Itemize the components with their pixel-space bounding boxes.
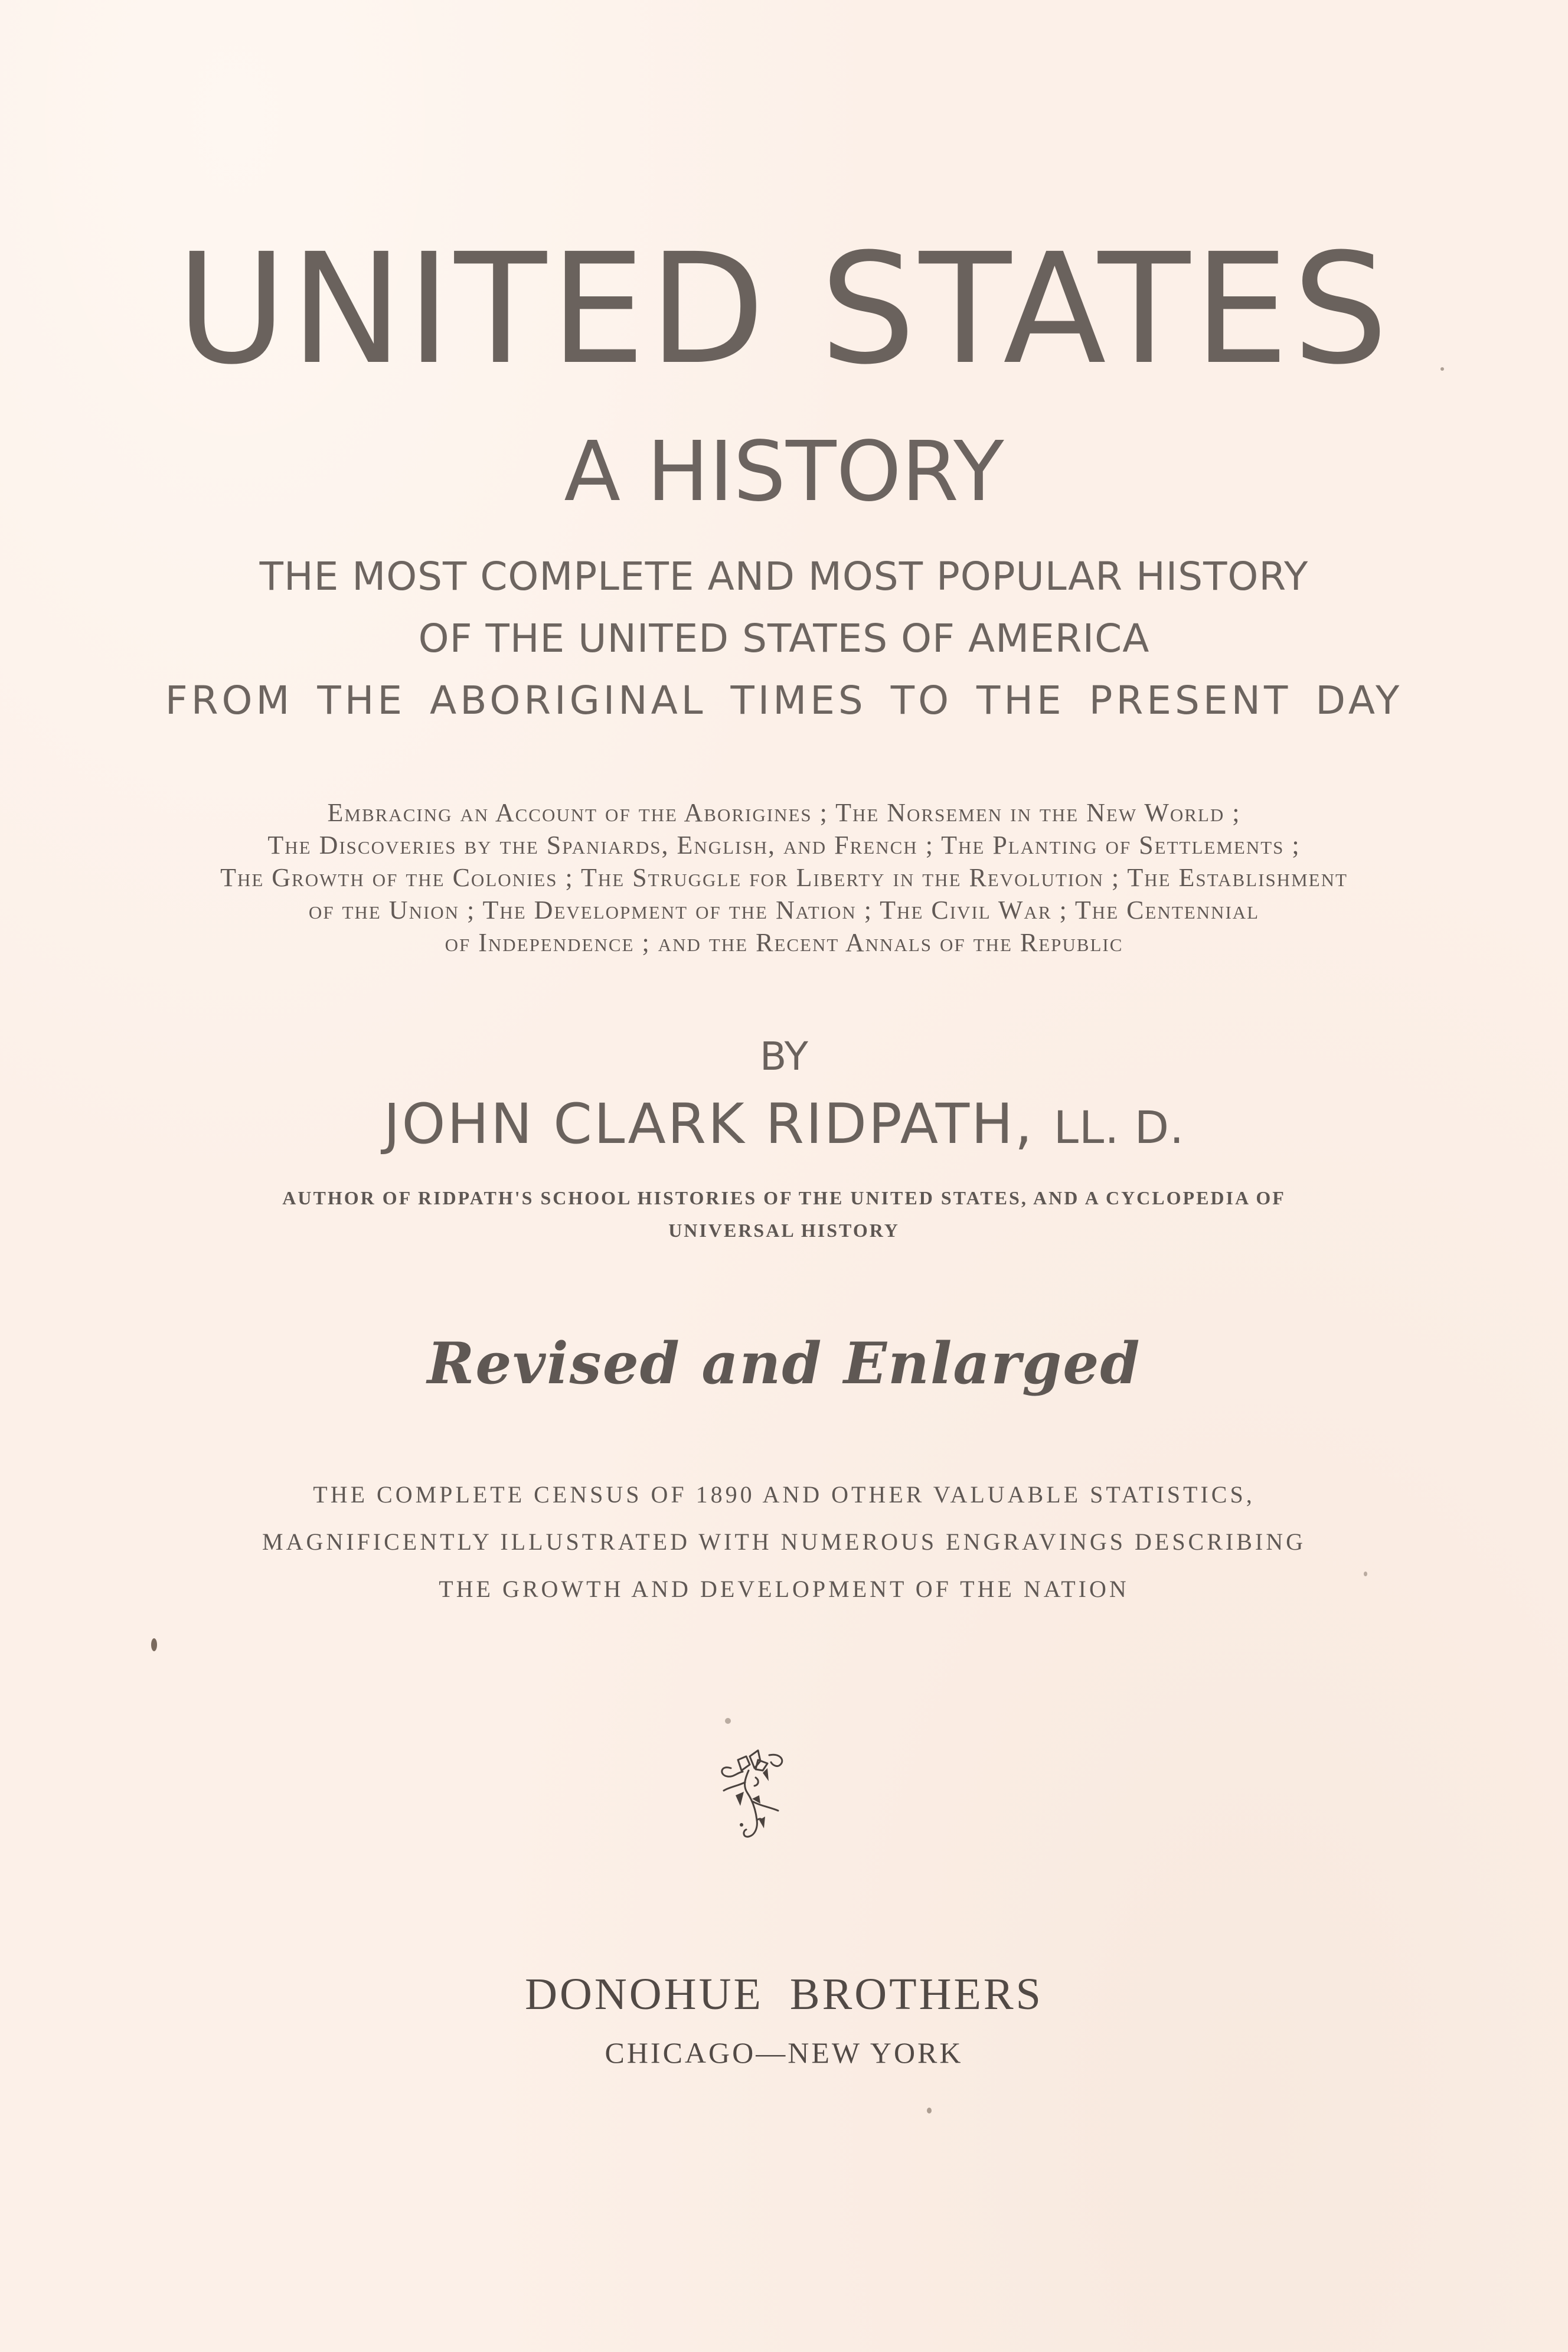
paper-speck bbox=[1440, 367, 1444, 371]
author-name: JOHN CLARK RIDPATH, bbox=[383, 1092, 1034, 1157]
paper-speck bbox=[151, 1638, 157, 1651]
author-note-line-2: UNIVERSAL HISTORY bbox=[668, 1220, 900, 1241]
edition-label: Revised and Enlarged bbox=[427, 1330, 1141, 1397]
features-line-1: THE COMPLETE CENSUS OF 1890 AND OTHER VALUABLE STATISTICS, bbox=[313, 1481, 1255, 1508]
floral-vine-ornament-icon bbox=[713, 1745, 796, 1848]
book-title: UNITED STATES bbox=[176, 221, 1392, 398]
contents-summary-line-2: The Discoveries by the Spaniards, English, and French ; The Planting of Settlements ; bbox=[267, 831, 1301, 860]
subtitle-line-1: THE MOST COMPLETE AND MOST POPULAR HISTORY bbox=[259, 554, 1309, 599]
subtitle-line-2: OF THE UNITED STATES OF AMERICA bbox=[418, 616, 1150, 661]
contents-summary-line-5: of Independence ; and the Recent Annals of the Republic bbox=[445, 928, 1123, 957]
author-note-line-1: AUTHOR OF RIDPATH'S SCHOOL HISTORIES OF THE UNITED STATES, AND A CYCLOPEDIA OF bbox=[282, 1187, 1286, 1208]
author-degree: LL. D. bbox=[1053, 1101, 1185, 1154]
contents-summary-line-4: of the Union ; The Development of the Nation ; The Civil War ; The Centennial bbox=[308, 896, 1260, 925]
features-line-3: THE GROWTH AND DEVELOPMENT OF THE NATION bbox=[439, 1576, 1129, 1602]
publisher-name: DONOHUE BROTHERS bbox=[525, 1969, 1043, 2019]
book-subtitle-heading: A HISTORY bbox=[564, 424, 1004, 520]
paper-speck bbox=[725, 1718, 731, 1724]
features-line-2: MAGNIFICENTLY ILLUSTRATED WITH NUMEROUS ENGRAVINGS DESCRIBING bbox=[262, 1528, 1306, 1555]
byline-by: BY bbox=[760, 1034, 808, 1079]
publisher-cities: CHICAGO—NEW YORK bbox=[605, 2036, 963, 2069]
paper-speck bbox=[1364, 1572, 1367, 1576]
contents-summary-line-3: The Growth of the Colonies ; The Struggle for Liberty in the Revolution ; The Establishment bbox=[220, 863, 1348, 892]
paper-speck bbox=[927, 2108, 932, 2113]
author-name-line bbox=[0, 1092, 1568, 1157]
contents-summary-line-1: Embracing an Account of the Aborigines ; The Norsemen in the New World ; bbox=[327, 798, 1241, 827]
subtitle-line-3: FROM THE ABORIGINAL TIMES TO THE PRESENT DAY bbox=[165, 678, 1403, 723]
